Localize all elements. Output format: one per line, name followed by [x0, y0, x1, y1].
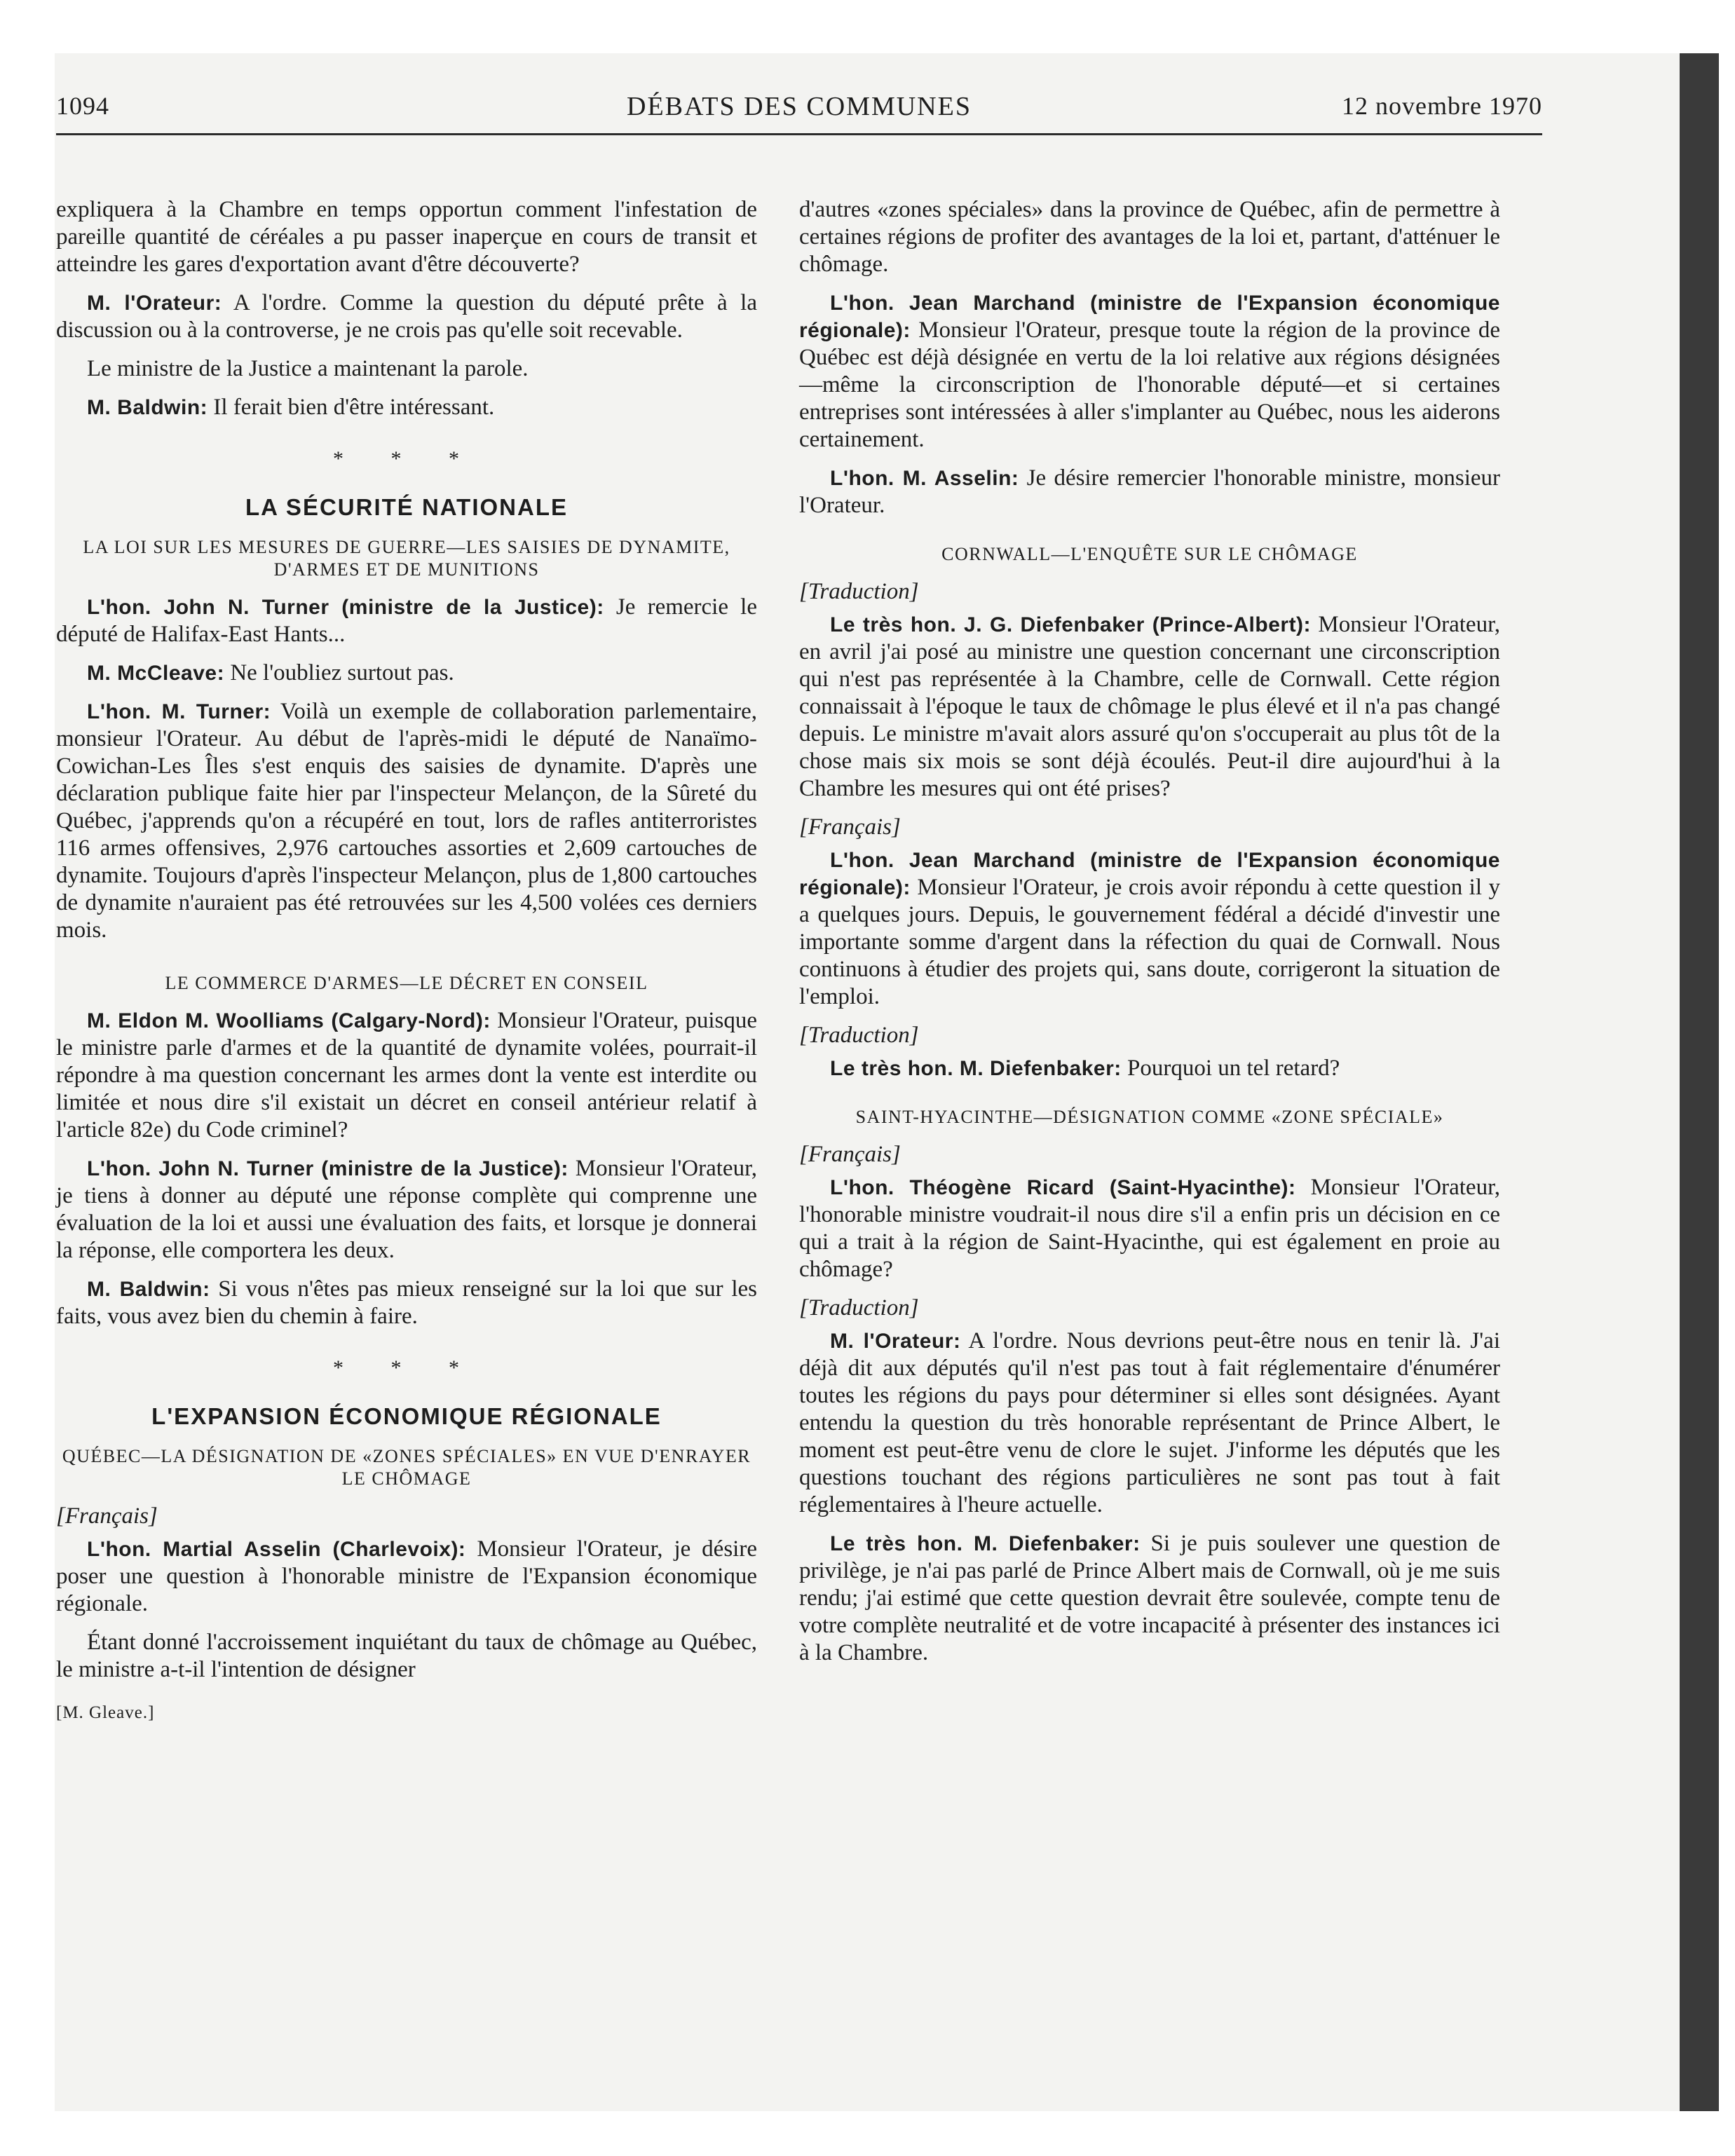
language-marker: [Français] — [799, 1142, 901, 1167]
paragraph — [56, 1536, 757, 1618]
speaker-name: M. Eldon M. Woolliams (Calgary-Nord): — [87, 1009, 491, 1032]
section-heading: L'EXPANSION ÉCONOMIQUE RÉGIONALE — [151, 1403, 662, 1429]
section-separator: * * * — [333, 447, 480, 470]
section-separator: * * * — [333, 1356, 480, 1379]
page-footnote: [M. Gleave.] — [56, 1703, 155, 1722]
speaker-name: M. Baldwin: — [87, 396, 208, 419]
left-column — [56, 196, 757, 1726]
paragraph: Étant donné l'accroissement inquiétant du taux de chômage au Québec, le ministre a-t-il l'intention de désigner — [56, 1630, 757, 1682]
paragraph — [799, 1530, 1500, 1667]
subsection-heading: LE COMMERCE D'ARMES—LE DÉCRET EN CONSEIL — [165, 973, 648, 993]
language-marker: [Traduction] — [799, 1295, 919, 1321]
speech-text: Monsieur l'Orateur, puisque le ministre parle d'armes et de la quantité de dynamite volées, pourrait-il répondre à ma question concernant les armes dont la vente est interdite ou limitée et nous dire s'il existait un décret en conseil antérieur relatif à l'article 82e) du Code criminel? — [56, 1008, 757, 1142]
speech-text: Je désire remercier l'honorable ministre, monsieur l'Orateur. — [799, 465, 1500, 518]
speech-text: Monsieur l'Orateur, l'honorable ministre voudrait-il nous dire s'il a enfin pris un décision en ce qui a trait à la région de Saint-Hyacinthe, qui est également en proie au chômage? — [799, 1175, 1500, 1282]
section-heading: LA SÉCURITÉ NATIONALE — [245, 494, 568, 520]
speaker-name: L'hon. Jean Marchand (ministre de l'Expansion économique régionale): — [799, 849, 1500, 899]
paragraph — [56, 1007, 757, 1144]
paragraph — [56, 698, 757, 944]
language-marker: [Français] — [56, 1503, 158, 1529]
speaker-name: L'hon. John N. Turner (ministre de la Justice): — [87, 1157, 569, 1180]
page-number: 1094 — [56, 92, 109, 120]
journal-title: DÉBATS DES COMMUNES — [627, 92, 972, 121]
speech-text: Monsieur l'Orateur, je crois avoir répondu à cette question il y a quelques jours. Depuis, le gouvernement fédéral a décidé d'investir une importante somme d'argent dans la réfection du quai de Cornwall. Nous continuons à étudier des projets qui, sans doute, corrigeront la situation de l'emploi. — [799, 875, 1500, 1009]
language-marker: [Français] — [799, 814, 901, 840]
speaker-name: Le très hon. M. Diefenbaker: — [830, 1532, 1141, 1555]
paragraph — [56, 394, 757, 421]
paragraph: expliquera à la Chambre en temps opportun comment l'infestation de pareille quantité de céréales a pu passer inaperçue en cours de transit et atteindre les gares d'exportation avant d'être découverte? — [56, 197, 757, 277]
speaker-name: Le très hon. J. G. Diefenbaker (Prince-Albert): — [830, 613, 1312, 636]
subsection-heading: CORNWALL—L'ENQUÊTE SUR LE CHÔMAGE — [941, 544, 1358, 564]
paragraph — [56, 594, 757, 648]
paragraph — [799, 1055, 1500, 1082]
speaker-name: M. McCleave: — [87, 662, 225, 685]
speech-text: Monsieur l'Orateur, je désire poser une question à l'honorable ministre de l'Expansion économique régionale. — [56, 1536, 757, 1616]
page-header — [56, 91, 1542, 135]
speech-text: A l'ordre. Nous devrions peut-être nous en tenir là. J'ai déjà dit aux députés qu'il n'est pas tout à fait réglementaire d'énumérer toutes les régions du pays pour déterminer si elles sont désignées. Ayant entendu la question du très honorable représentant de Prince Albert, le moment est peut-être venu de clore le sujet. J'informe les députés que les questions touchant des régions particulières ne sont pas tout à fait réglementaires à l'heure actuelle. — [799, 1328, 1500, 1517]
paragraph: d'autres «zones spéciales» dans la province de Québec, afin de permettre à certaines régions de profiter des avantages de la loi et, partant, d'atténuer le chômage. — [799, 197, 1500, 277]
paragraph — [799, 1174, 1500, 1283]
speaker-name: L'hon. Théogène Ricard (Saint-Hyacinthe): — [830, 1176, 1296, 1199]
paragraph — [56, 289, 757, 344]
speech-text: Il ferait bien d'être intéressant. — [207, 395, 495, 420]
speech-text: Monsieur l'Orateur, en avril j'ai posé au ministre une question concernant une circonscription qui n'est pas représentée à la Chambre, celle de Cornwall. Cette région connaissait à l'époque le taux de chômage le plus élevé et il n'a pas changé depuis. Le ministre m'avait alors assuré qu'on s'occuperait au plus tôt de la chose mais six mois se sont déjà écoulés. Peut-il dire aujourd'hui à la Chambre les mesures qui ont été prises? — [799, 612, 1500, 801]
right-column — [799, 196, 1500, 1678]
paragraph — [799, 465, 1500, 519]
scan-edge-shadow — [1680, 53, 1719, 2111]
speaker-name: L'hon. John N. Turner (ministre de la Justice): — [87, 596, 604, 619]
speech-text: Monsieur l'Orateur, je tiens à donner au député une réponse complète qui comprenne une évaluation de la loi et aussi une évaluation des faits, et lorsque je donnerai la réponse, elle comportera les deux. — [56, 1156, 757, 1263]
subsection-heading: SAINT-HYACINTHE—DÉSIGNATION COMME «ZONE SPÉCIALE» — [855, 1107, 1444, 1127]
speaker-name: L'hon. M. Turner: — [87, 700, 271, 723]
speech-text: Pourquoi un tel retard? — [1121, 1056, 1340, 1081]
speech-text: Ne l'oubliez surtout pas. — [224, 660, 454, 685]
speaker-name: L'hon. M. Asselin: — [830, 467, 1019, 490]
language-marker: [Traduction] — [799, 579, 919, 604]
speaker-name: L'hon. Jean Marchand (ministre de l'Expansion économique régionale): — [799, 292, 1500, 342]
paragraph — [56, 1155, 757, 1264]
speech-text: Voilà un exemple de collaboration parlementaire, monsieur l'Orateur. Au début de l'après-midi le député de Nanaïmo-Cowichan-Les Îles s'est enquis des saisies de dynamite. D'après une déclaration publique faite hier par l'inspecteur Melançon, de la Sûreté du Québec, j'apprends qu'on a récupéré en tout, lors de rafles antiterroristes 116 armes offensives, 2,976 cartouches assorties et 2,609 cartouches de dynamite. Toujours d'après l'inspecteur Melançon, plus de 1,800 cartouches de dynamite n'auraient pas été retrouvées sur les 4,500 volées ces derniers mois. — [56, 699, 757, 943]
speech-text: Monsieur l'Orateur, presque toute la région de la province de Québec est déjà désignée en vertu de la loi relative aux régions désignées—même la circonscription de l'honorable député—et si certaines entreprises sont intéressées à aller s'implanter au Québec, nous les aiderons certainement. — [799, 318, 1500, 452]
paragraph — [56, 1276, 757, 1330]
speech-text: Si je puis soulever une question de privilège, je n'ai pas parlé de Prince Albert mais de Cornwall, où je me suis rendu; j'ai estimé que cette question devrait être soulevée, compte tenu de votre complète neutralité et de votre incapacité à présenter des instances ici à la Chambre. — [799, 1531, 1500, 1665]
speaker-name: Le très hon. M. Diefenbaker: — [830, 1057, 1122, 1080]
speech-text: Si vous n'êtes pas mieux renseigné sur la loi que sur les faits, vous avez bien du chemin à faire. — [56, 1276, 757, 1329]
paragraph — [799, 289, 1500, 453]
subsection-heading: LA LOI SUR LES MESURES DE GUERRE—LES SAISIES DE DYNAMITE, D'ARMES ET DE MUNITIONS — [83, 537, 730, 580]
paragraph — [799, 847, 1500, 1011]
paragraph: Le ministre de la Justice a maintenant la parole. — [87, 356, 529, 381]
subsection-heading: QUÉBEC—LA DÉSIGNATION DE «ZONES SPÉCIALES» EN VUE D'ENRAYER LE CHÔMAGE — [62, 1446, 751, 1489]
speech-text: A l'ordre. Comme la question du député prête à la discussion ou à la controverse, je ne crois pas qu'elle soit recevable. — [56, 290, 757, 343]
speaker-name: M. l'Orateur: — [87, 292, 222, 315]
speaker-name: M. l'Orateur: — [830, 1330, 961, 1353]
paragraph — [799, 611, 1500, 803]
speaker-name: M. Baldwin: — [87, 1278, 210, 1301]
paragraph — [56, 660, 757, 687]
language-marker: [Traduction] — [799, 1023, 919, 1048]
page-date: 12 novembre 1970 — [1342, 92, 1542, 120]
paragraph — [799, 1328, 1500, 1519]
speech-text: Je remercie le député de Halifax-East Hants... — [56, 594, 757, 647]
speaker-name: L'hon. Martial Asselin (Charlevoix): — [87, 1538, 466, 1561]
